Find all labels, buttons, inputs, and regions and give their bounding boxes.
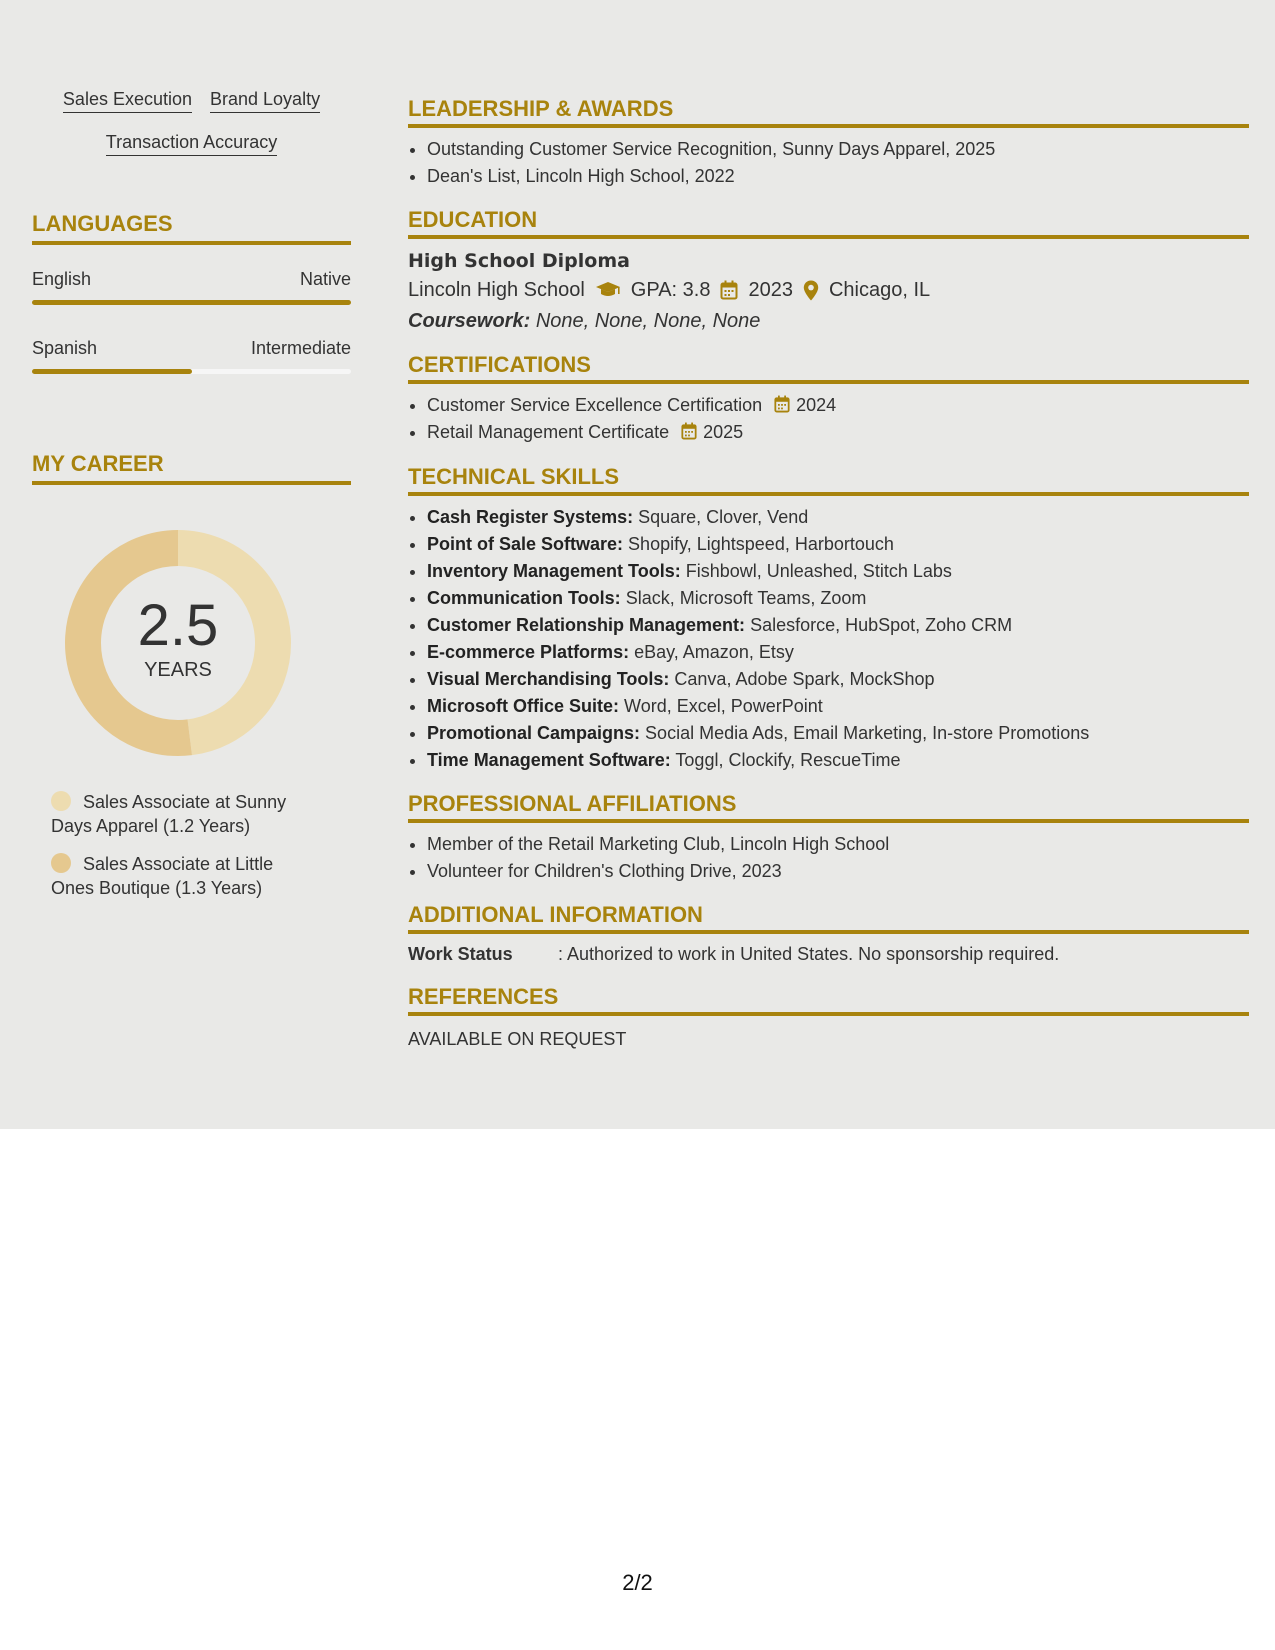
coursework-label: Coursework:	[408, 310, 531, 332]
skill-label: Microsoft Office Suite:	[427, 696, 620, 716]
education-title: EDUCATION	[408, 207, 1249, 239]
list-item	[427, 419, 1249, 446]
career-legend-item	[51, 852, 311, 900]
legend-label: Sales Associate at Sunny Days Apparel (1.2 Years)	[51, 792, 287, 836]
language-level: Intermediate	[250, 338, 351, 358]
certification-year: 2025	[703, 422, 744, 442]
affiliations-title: PROFESSIONAL AFFILIATIONS	[408, 791, 1249, 823]
calendar-icon	[774, 395, 790, 413]
language-item	[32, 268, 351, 305]
list-item	[427, 666, 1249, 693]
work-status	[408, 943, 1249, 965]
calendar-icon	[720, 280, 738, 300]
certifications-section	[408, 352, 1249, 446]
list-item: • Member of the Retail Marketing Club, Lincoln High School	[427, 831, 1249, 858]
education-section	[408, 207, 1249, 337]
skill-value: Canva, Adobe Spark, MockShop	[674, 669, 935, 689]
skill-label: Point of Sale Software:	[427, 534, 624, 554]
certifications-title: CERTIFICATIONS	[408, 352, 1249, 384]
coursework-value: None, None, None, None	[535, 310, 761, 332]
additional-info-section	[408, 902, 1249, 965]
legend-dot	[51, 853, 71, 873]
list-item	[427, 531, 1249, 558]
additional-info-title: ADDITIONAL INFORMATION	[408, 902, 1249, 934]
list-item	[427, 639, 1249, 666]
education-degree: High School Diploma	[408, 250, 630, 272]
language-name: Spanish	[32, 338, 98, 358]
leadership-section	[408, 96, 1249, 190]
list-item	[427, 585, 1249, 612]
skill-label: Promotional Campaigns:	[427, 723, 641, 743]
legend-dot	[51, 791, 71, 811]
education-gpa: GPA: 3.8	[630, 279, 711, 301]
list-item: • Outstanding Customer Service Recognition, Sunny Days Apparel, 2025	[427, 136, 1249, 163]
language-bar-fill	[32, 369, 192, 374]
career-total: 2.5	[137, 593, 219, 658]
list-item: • Dean's List, Lincoln High School, 2022	[427, 163, 1249, 190]
skill-value: Shopify, Lightspeed, Harbortouch	[628, 534, 894, 554]
skill-value: Salesforce, HubSpot, Zoho CRM	[750, 615, 1013, 635]
list-item	[427, 504, 1249, 531]
list-item	[427, 720, 1249, 747]
work-status-value: : Authorized to work in United States. No sponsorship required.	[558, 944, 1060, 964]
career-legend-item	[51, 790, 311, 838]
career-donut-center	[65, 530, 291, 756]
skill-value: Toggl, Clockify, RescueTime	[675, 750, 901, 770]
skill-value: Word, Excel, PowerPoint	[624, 696, 823, 716]
list-item	[427, 612, 1249, 639]
language-bar	[32, 300, 351, 305]
language-item	[32, 337, 351, 374]
skill-value: Fishbowl, Unleashed, Stitch Labs	[685, 561, 952, 581]
location-pin-icon	[803, 280, 819, 301]
language-level: Native	[299, 269, 351, 289]
affiliations-section	[408, 791, 1249, 885]
skill-tag: Sales Execution	[63, 88, 192, 113]
certification-year: 2024	[796, 395, 837, 415]
technical-skills-title: TECHNICAL SKILLS	[408, 464, 1249, 496]
calendar-icon	[681, 422, 697, 440]
page-number: 2/2	[622, 1570, 653, 1595]
skill-tag: Transaction Accuracy	[106, 131, 277, 156]
work-status-label: Work Status	[408, 944, 513, 964]
skill-label: Cash Register Systems:	[427, 507, 634, 527]
skill-label: Customer Relationship Management:	[427, 615, 746, 635]
skill-label: Time Management Software:	[427, 750, 671, 770]
education-location: Chicago, IL	[828, 279, 931, 301]
skill-label: Inventory Management Tools:	[427, 561, 681, 581]
certification-name: Retail Management Certificate	[427, 422, 670, 442]
skill-label: E-commerce Platforms:	[427, 642, 630, 662]
education-coursework	[408, 305, 1249, 337]
references-text: AVAILABLE ON REQUEST	[408, 1029, 627, 1049]
career-unit: YEARS	[144, 659, 212, 681]
list-item: • Volunteer for Children's Clothing Drive, 2023	[427, 858, 1249, 885]
skill-value: eBay, Amazon, Etsy	[634, 642, 794, 662]
education-details	[408, 275, 1249, 305]
language-bar	[32, 369, 351, 374]
list-item	[427, 693, 1249, 720]
list-item	[427, 392, 1249, 419]
legend-label: Sales Associate at Little Ones Boutique (1.3 Years)	[51, 854, 274, 898]
list-item	[427, 558, 1249, 585]
language-bar-fill	[32, 300, 351, 305]
skill-tag: Brand Loyalty	[210, 88, 320, 113]
references-section	[408, 984, 1249, 1050]
skill-value: Social Media Ads, Email Marketing, In-store Promotions	[645, 723, 1090, 743]
list-item	[427, 747, 1249, 774]
technical-skills-section	[408, 464, 1249, 774]
graduation-cap-icon	[595, 281, 621, 299]
languages-title: LANGUAGES	[32, 211, 351, 245]
skill-value: Square, Clover, Vend	[638, 507, 809, 527]
skill-label: Communication Tools:	[427, 588, 621, 608]
references-title: REFERENCES	[408, 984, 1249, 1016]
leadership-title: LEADERSHIP & AWARDS	[408, 96, 1249, 128]
education-year: 2023	[748, 279, 793, 301]
certification-name: Customer Service Excellence Certification	[427, 395, 763, 415]
skill-value: Slack, Microsoft Teams, Zoom	[625, 588, 867, 608]
skill-tags	[32, 88, 351, 156]
education-school: Lincoln High School	[408, 279, 585, 301]
language-name: English	[32, 269, 92, 289]
skill-label: Visual Merchandising Tools:	[427, 669, 670, 689]
career-title: MY CAREER	[32, 451, 351, 485]
